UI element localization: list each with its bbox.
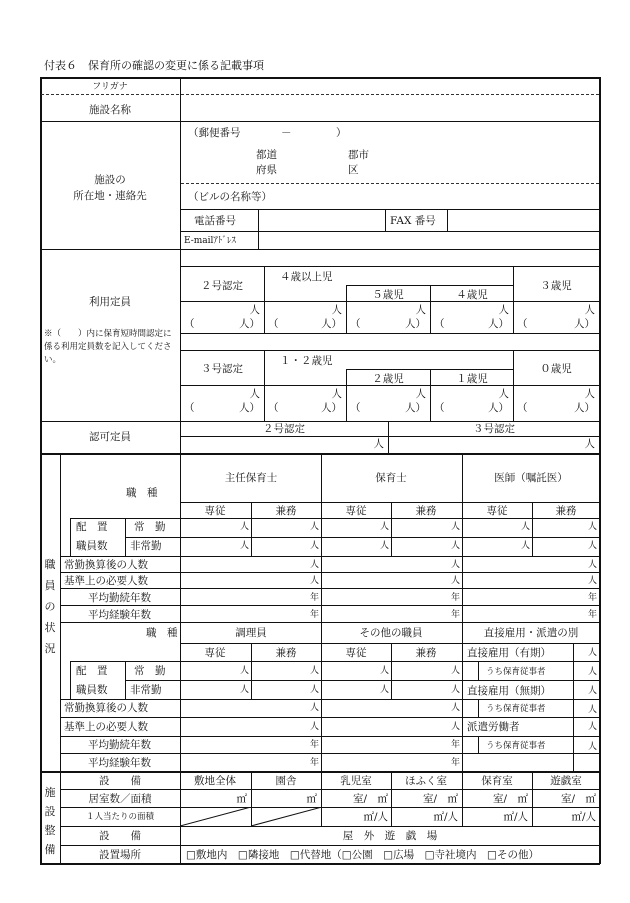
rule [180,502,600,503]
cap-age4: ４歳児 [456,289,488,301]
border-left [40,77,42,864]
rule [385,209,386,231]
rule [60,605,600,606]
capacity-paren-unit: 人） [321,318,342,330]
rule [180,421,181,453]
email-label: E-mailｱﾄﾞﾚｽ [184,236,236,246]
staff-year: 年 [309,610,319,620]
approved-type2: ２号認定 [263,423,305,435]
col-concurrent: 兼務 [415,647,437,659]
room-sqm: 室/ ㎡ [422,793,458,805]
staff-year: 年 [450,610,460,620]
crawl-room: ほふく室 [405,775,447,787]
staff-unit: 人 [309,541,319,551]
staff-unit: 人 [450,560,460,570]
staff-unit: 人 [450,541,460,551]
doctor-label: 医師（嘱託医） [494,472,568,484]
rule [180,385,600,386]
capacity-paren-unit: 人） [405,318,426,330]
rule [180,436,600,437]
placement-label-2: 職員数 [76,684,108,696]
staff-unit: 人 [587,576,597,586]
staff-year: 年 [450,593,460,603]
rule [40,771,600,773]
sqm-per: ㎡/人 [433,811,458,823]
staff-unit: 人 [239,666,249,676]
rule [462,453,463,771]
staff-year: 年 [450,758,460,768]
border-right [599,77,601,864]
role-label-1: 職 種 [126,487,158,499]
sqm: ㎡ [236,793,247,805]
furigana-dash [41,94,599,95]
rule [513,266,514,333]
rule [70,661,71,699]
sqm: ㎡ [306,793,317,805]
cap-over4: ４歳以上児 [280,271,333,283]
capacity-paren-unit: 人） [405,402,426,414]
staff-year: 年 [309,740,319,750]
room-sqm: 室/ ㎡ [352,793,388,805]
col-exclusive: 専従 [345,647,367,659]
approved-type3: ３号認定 [473,423,515,435]
approved-unit-2: 人 [373,438,384,450]
rule [573,643,574,771]
address-label-2: 所在地・連絡先 [73,190,147,202]
rule [60,789,600,790]
rule [478,699,479,717]
staff-unit: 人 [309,666,319,676]
avg-years-label: 平均勤続年数 [88,739,151,751]
capacity-paren-open: （ [350,402,361,414]
rule [391,502,392,556]
cap-type3: ３号認定 [201,363,243,375]
staff-unit: 人 [587,648,597,658]
rule [391,771,392,826]
location-label: 設置場所 [99,849,141,861]
sqm-per: ㎡/人 [503,811,528,823]
rule [60,572,600,573]
rule [388,421,389,453]
staff-year: 年 [450,740,460,750]
parttime-label: 非常勤 [130,684,162,696]
rule [60,556,600,557]
rule [60,622,600,623]
room-sqm: 室/ ㎡ [560,793,596,805]
capacity-paren-open: （ [434,402,445,414]
capacity-paren-unit: 人） [488,402,509,414]
fax-label: FAX 番号 [390,215,436,227]
rule [60,845,600,846]
staff-year: 年 [309,758,319,768]
col-exclusive: 専従 [486,505,508,517]
rule [60,771,61,864]
staff-unit: 人 [379,541,389,551]
staff-unit: 人 [450,522,460,532]
dispatch-label: 派遣労働者 [467,721,520,733]
pref-label-1: 都道 [256,149,277,161]
equipment-label: 設 備 [99,830,141,842]
cap-age3: ３歳児 [540,280,572,292]
rule [180,453,181,771]
capacity-paren-unit: 人） [239,402,260,414]
cap-age5: ５歳児 [372,289,404,301]
placement-label-2: 職員数 [76,540,108,552]
border-bottom [40,863,600,865]
converted-label: 常勤換算後の人数 [64,702,148,714]
staff-unit: 人 [587,560,597,570]
capacity-unit: 人 [498,388,509,400]
rule [125,537,600,538]
rule [70,661,600,662]
play-room: 遊戯室 [550,775,582,787]
rule [70,518,600,519]
other-label: その他の職員 [359,627,423,639]
equipment-side-label: 施設整備 [44,786,56,856]
rule [40,421,600,422]
rule [430,369,431,421]
col-exclusive: 専従 [204,647,226,659]
phone-label: 電話番号 [194,215,236,227]
capacity-paren-unit: 人） [488,318,509,330]
staff-unit: 人 [587,686,597,696]
cap-age12: １・２歳児 [280,355,333,367]
staff-unit: 人 [309,703,319,713]
room-sqm: 室/ ㎡ [492,793,528,805]
col-concurrent: 兼務 [415,505,437,517]
rule [40,121,600,122]
capacity-unit: 人 [249,304,260,316]
of-which-label: うち保育従事者 [486,704,546,714]
staff-year: 年 [309,593,319,603]
rule [60,699,600,700]
staff-unit: 人 [587,522,597,532]
postal-label: （郵便番号 [188,127,241,139]
staff-unit: 人 [309,522,319,532]
staff-unit: 人 [450,703,460,713]
cap-type2: ２号認定 [201,280,243,292]
rule [180,301,600,302]
rule [251,502,252,556]
col-concurrent: 兼務 [275,647,297,659]
city-label-1: 郡市 [348,149,369,161]
of-which-label: うち保育従事者 [486,667,546,677]
approved-label: 認可定員 [89,431,131,443]
rule [125,680,600,681]
role-label-2: 職 種 [146,627,178,639]
rule [60,826,600,827]
rule [258,231,259,249]
rule [346,285,347,333]
staff-unit: 人 [309,560,319,570]
furigana-label: フリガナ [92,82,128,92]
staff-unit: 人 [587,667,597,677]
rule [321,453,322,771]
rule [532,771,533,826]
rule [180,333,600,334]
rule [180,231,600,232]
rule [478,661,479,680]
postal-dash: － [281,127,292,139]
capacity-paren-open: （ [268,318,279,330]
rule [478,736,479,753]
staff-unit: 人 [309,576,319,586]
infant-room: 乳児室 [340,775,372,787]
direct-unfixed-label: 直接雇用（無期） [467,685,551,697]
capacity-paren-open: （ [517,402,528,414]
rule [60,736,600,737]
staff-unit: 人 [309,722,319,732]
rule [251,643,252,699]
capacity-unit: 人 [415,304,426,316]
rule [180,643,600,644]
pref-label-2: 府県 [256,164,277,176]
capacity-unit: 人 [584,304,595,316]
col-concurrent: 兼務 [555,505,577,517]
rule [430,285,431,333]
per-person-label: １人当たりの面積 [85,812,155,822]
cap-age1: １歳児 [456,373,488,385]
nursery-room: 保育室 [481,775,513,787]
capacity-paren-open: （ [184,402,195,414]
required-label: 基準上の必要人数 [64,575,148,587]
rule [264,350,265,421]
rule [60,753,600,754]
rule [258,209,259,231]
rule [513,350,514,421]
required-label: 基準上の必要人数 [64,721,148,733]
staff-unit: 人 [379,685,389,695]
rule [70,518,71,556]
equipment-label: 設 備 [99,775,141,787]
staff-year: 年 [587,610,597,620]
fulltime-label: 常 勤 [134,665,166,677]
avg-exp-label: 平均経験年数 [88,757,151,769]
sqm-per: ㎡/人 [571,811,596,823]
head-nurse-label: 主任保育士 [224,472,278,484]
rule [180,266,600,267]
postal-close: ） [336,127,347,139]
location-options[interactable]: □敷地内 □隣接地 □代替地（□公園 □広場 □寺社境内 □その他） [186,849,539,861]
rule [40,249,600,250]
rule [264,266,265,333]
outdoor-label: 屋 外 遊 戯 場 [342,830,438,842]
capacity-paren-open: （ [268,402,279,414]
rule [60,807,600,808]
rule [532,502,533,556]
rule [346,369,347,421]
rule [180,350,600,351]
capacity-unit: 人 [498,304,509,316]
direct-fixed-label: 直接雇用（有期） [467,647,551,659]
cap-age0: ０歳児 [540,363,572,375]
rule [60,588,600,589]
capacity-note: ※（ ）内に保育短時間認定に係る利用定員数を記入してください。 [44,329,172,365]
rule [40,453,600,455]
staff-unit: 人 [379,522,389,532]
staff-unit: 人 [309,685,319,695]
nurse-label: 保育士 [375,472,407,484]
capacity-paren-unit: 人） [574,318,595,330]
rule [462,771,463,826]
staff-unit: 人 [587,742,597,752]
staff-unit: 人 [239,685,249,695]
rooms-area-label: 居室数／面積 [88,793,152,805]
parttime-label: 非常勤 [130,540,162,552]
building: 園舎 [275,775,297,787]
border-top [40,77,600,79]
staff-unit: 人 [587,541,597,551]
staff-unit: 人 [520,522,530,532]
staff-unit: 人 [587,705,597,715]
capacity-paren-unit: 人） [321,402,342,414]
cook-label: 調理員 [235,627,267,639]
staff-unit: 人 [450,576,460,586]
staff-side-label: 職員の状況 [44,558,56,655]
sqm-per: ㎡/人 [363,811,388,823]
direct-dispatch-label: 直接雇用・派遣の別 [483,627,579,639]
staff-unit: 人 [239,522,249,532]
capacity-unit: 人 [331,304,342,316]
staff-unit: 人 [450,666,460,676]
rule [391,643,392,699]
capacity-unit: 人 [415,388,426,400]
building-label: （ビルの名称等） [188,191,272,203]
of-which-label: うち保育従事者 [486,741,546,751]
avg-exp-label: 平均経験年数 [88,609,151,621]
site-total: 敷地全体 [194,775,236,787]
placement-label-1: 配 置 [76,521,108,533]
facility-name-label: 施設名称 [89,104,131,116]
city-label-2: 区 [348,164,359,176]
avg-years-label: 平均勤続年数 [88,592,151,604]
capacity-unit: 人 [249,388,260,400]
fulltime-label: 常 勤 [134,521,166,533]
rule [60,453,61,771]
capacity-paren-open: （ [434,318,445,330]
capacity-paren-unit: 人） [239,318,260,330]
rule [180,209,600,210]
page-title: 付表６ 保育所の確認の変更に係る記載事項 [44,59,264,72]
address-label-1: 施設の [94,174,126,186]
capacity-unit: 人 [331,388,342,400]
rule [447,209,448,231]
col-exclusive: 専従 [345,505,367,517]
staff-unit: 人 [239,541,249,551]
staff-unit: 人 [450,722,460,732]
capacity-paren-unit: 人） [574,402,595,414]
na-diagonal-lines [180,807,322,826]
capacity-paren-open: （ [350,318,361,330]
staff-unit: 人 [379,666,389,676]
rule [60,717,600,718]
capacity-label: 利用定員 [89,296,131,308]
staff-unit: 人 [587,722,597,732]
approved-unit-3: 人 [584,438,595,450]
col-concurrent: 兼務 [275,505,297,517]
placement-label-1: 配 置 [76,665,108,677]
converted-label: 常勤換算後の人数 [64,559,148,571]
col-exclusive: 専従 [204,505,226,517]
staff-unit: 人 [450,685,460,695]
capacity-unit: 人 [584,388,595,400]
capacity-paren-open: （ [517,318,528,330]
staff-unit: 人 [520,541,530,551]
address-dash [181,183,599,184]
staff-year: 年 [587,593,597,603]
capacity-paren-open: （ [184,318,195,330]
cap-age2: ２歳児 [372,373,404,385]
